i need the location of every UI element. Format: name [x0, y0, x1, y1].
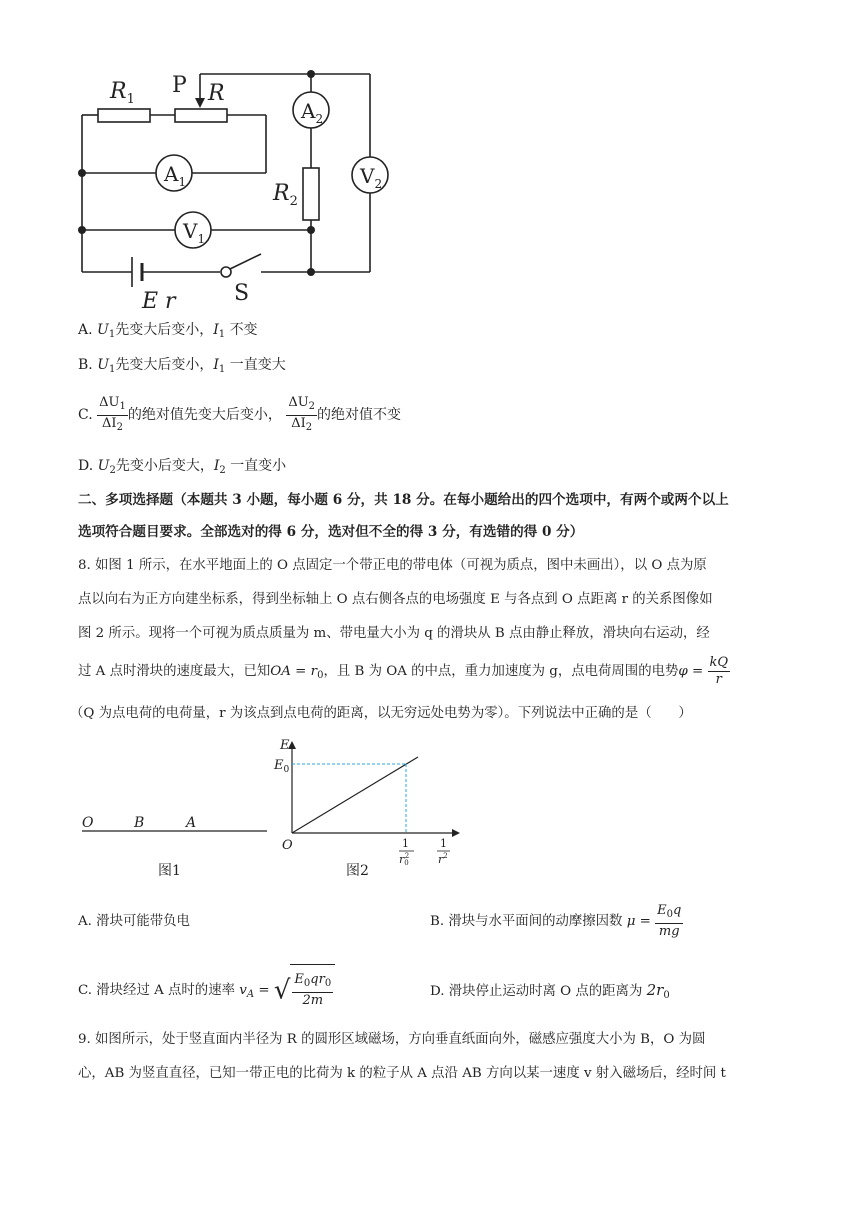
q7-option-d[interactable]	[78, 456, 286, 481]
q8-text: 过 A 点时滑块的速度最大，已知	[78, 664, 271, 679]
q8-option-c[interactable]	[78, 964, 335, 1021]
fig1-o: O	[82, 815, 94, 831]
num: kQ	[709, 655, 729, 670]
sub: 2	[116, 421, 123, 433]
q8-option-a[interactable]: A. 滑块可能带负电	[78, 914, 190, 929]
fig2-axis-num: 1	[440, 837, 447, 850]
q7-option-c[interactable]	[78, 392, 401, 438]
var-v: v	[239, 983, 247, 998]
fig2-axis-den: $r^2$	[438, 852, 448, 866]
fig2-tick-num: 1	[402, 837, 409, 850]
section2-line1: 二、多项选择题（本题共 3 小题，每小题 6 分，共 18 分。在每小题给出的四个选项中，有两个或两个以上	[78, 492, 729, 508]
label-a1: $A_1$	[164, 162, 187, 189]
option-text: 一直变大	[229, 357, 286, 373]
option-letter: C.	[78, 407, 93, 423]
sub: 1	[109, 364, 116, 375]
label-r2: $R_2$	[273, 181, 298, 209]
den: mg	[658, 924, 680, 939]
sub: 0	[663, 990, 670, 1001]
num: ΔU	[288, 394, 309, 410]
option-text: 先变小后变大，	[115, 458, 214, 474]
sub: 1	[108, 329, 116, 340]
sub: 1	[218, 364, 226, 375]
sub: A	[246, 989, 255, 1000]
option-text: B. 滑块与水平面间的动摩擦因数	[430, 914, 623, 929]
label-s: S	[234, 281, 250, 306]
label-a2: $A_2$	[301, 99, 324, 126]
sub: 2	[305, 421, 313, 433]
equals: =	[258, 983, 270, 998]
option-text: 不变	[229, 322, 258, 338]
var-u: U	[97, 357, 110, 373]
den: r	[715, 672, 722, 687]
label-p: P	[172, 73, 187, 98]
q8-option-b[interactable]	[430, 898, 683, 946]
fraction-kq-r	[708, 655, 731, 688]
sqrt-sign: √	[273, 975, 291, 1006]
sub: 1	[119, 400, 126, 412]
sub: 0	[303, 978, 311, 989]
label-er: E r	[142, 289, 176, 314]
var-mu: μ =	[626, 914, 651, 929]
fraction-du1-di2	[97, 395, 128, 436]
label-v2: $V_2$	[360, 164, 383, 191]
option-text: 先变大后变小，	[115, 322, 214, 338]
sub: 0	[317, 670, 324, 681]
q7-option-a[interactable]	[78, 320, 258, 345]
sub: 1	[218, 329, 226, 340]
label-r: R	[208, 81, 225, 106]
option-text: 先变大后变小，	[115, 357, 214, 373]
sub: 0	[666, 909, 674, 920]
q8-text: ，且 B 为 OA 的中点，重力加速度为 g，点电荷周围的电势	[323, 664, 679, 679]
fig2-o: O	[282, 838, 293, 853]
q9-line1: 9. 如图所示，处于竖直面内半径为 R 的圆形区域磁场，方向垂直纸面向外，磁感应强度大小为 B，O 为圆	[78, 1032, 706, 1047]
option-text: 的绝对值不变	[317, 407, 402, 423]
q8-line3: 图 2 所示。现将一个可视为质点质量为 m、带电量大小为 q 的滑块从 B 点由静止释放，滑块向右运动，经	[78, 626, 710, 641]
sub: 2	[219, 465, 226, 476]
num-q: q	[673, 903, 682, 918]
q8-oa: OA = r	[270, 664, 318, 679]
sub: 2	[109, 465, 116, 476]
option-text: 的绝对值先变大后变小，	[127, 407, 282, 423]
fig2-e0: $E_0$	[274, 758, 290, 775]
den: ΔI	[291, 415, 306, 431]
num: ΔU	[99, 394, 120, 410]
sub: 0	[324, 978, 332, 989]
den: 2m	[302, 993, 324, 1008]
sqrt-body	[290, 964, 335, 1017]
option-letter: D.	[78, 458, 94, 474]
q9-line2: 心，AB 为竖直直径，已知一带正电的比荷为 k 的粒子从 A 点沿 AB 方向以某一速度 v 射入磁场后，经时间 t	[78, 1066, 726, 1081]
option-text: 一直变小	[230, 458, 287, 474]
fig2-caption: 图2	[346, 863, 369, 879]
fig2-e: E	[280, 738, 290, 753]
q8-line5: （Q 为点电荷的电荷量，r 为该点到点电荷的距离，以无穷远处电势为零）。下列说法中正确的是（ ）	[70, 706, 692, 721]
q8-option-d[interactable]	[430, 980, 670, 1006]
num: E	[657, 903, 667, 918]
q7-option-b[interactable]	[78, 355, 286, 380]
option-text: D. 滑块停止运动时离 O 点的距离为	[430, 984, 643, 999]
option-text: C. 滑块经过 A 点时的速率	[78, 983, 235, 998]
label-v1: $V_1$	[183, 219, 206, 246]
var-i: I	[213, 458, 220, 474]
option-letter: B.	[78, 357, 93, 373]
fig1-a: A	[186, 815, 197, 831]
label-r1: $R_1$	[110, 79, 135, 107]
q8-line1: 8. 如图 1 所示，在水平地面上的 O 点固定一个带正电的带电体（可视为质点，图中未画出），以 O 点为原	[78, 558, 707, 573]
den: ΔI	[102, 415, 117, 431]
q8-line4	[78, 652, 730, 696]
num: E	[294, 972, 304, 987]
sub: 2	[308, 400, 316, 412]
fig2-tick-den: r02	[399, 852, 410, 867]
var-u: U	[97, 322, 109, 338]
num-qr: qr	[310, 972, 325, 987]
var-i: I	[213, 357, 219, 373]
fig1-caption: 图1	[158, 863, 181, 879]
q8-phi: φ =	[678, 664, 704, 679]
var-i: I	[213, 322, 219, 338]
var-u: U	[97, 458, 110, 474]
fraction-e0q-mg	[655, 903, 683, 940]
section2-line2: 选项符合题目要求。全部选对的得 6 分，选对但不全的得 3 分，有选错的得 0 分）	[78, 524, 584, 540]
figure-1	[70, 805, 280, 885]
figure-2	[268, 735, 468, 885]
fig1-b: B	[134, 815, 145, 831]
option-letter: A.	[78, 322, 93, 338]
q8-line2: 点以向右为正方向建坐标系，得到坐标轴上 O 点右侧各点的电场强度 E 与各点到 O 点距离 r 的关系图像如	[78, 592, 713, 607]
circuit-diagram	[60, 60, 410, 320]
fraction-du2-di2	[286, 395, 317, 436]
value-2r0: 2r	[646, 981, 664, 999]
